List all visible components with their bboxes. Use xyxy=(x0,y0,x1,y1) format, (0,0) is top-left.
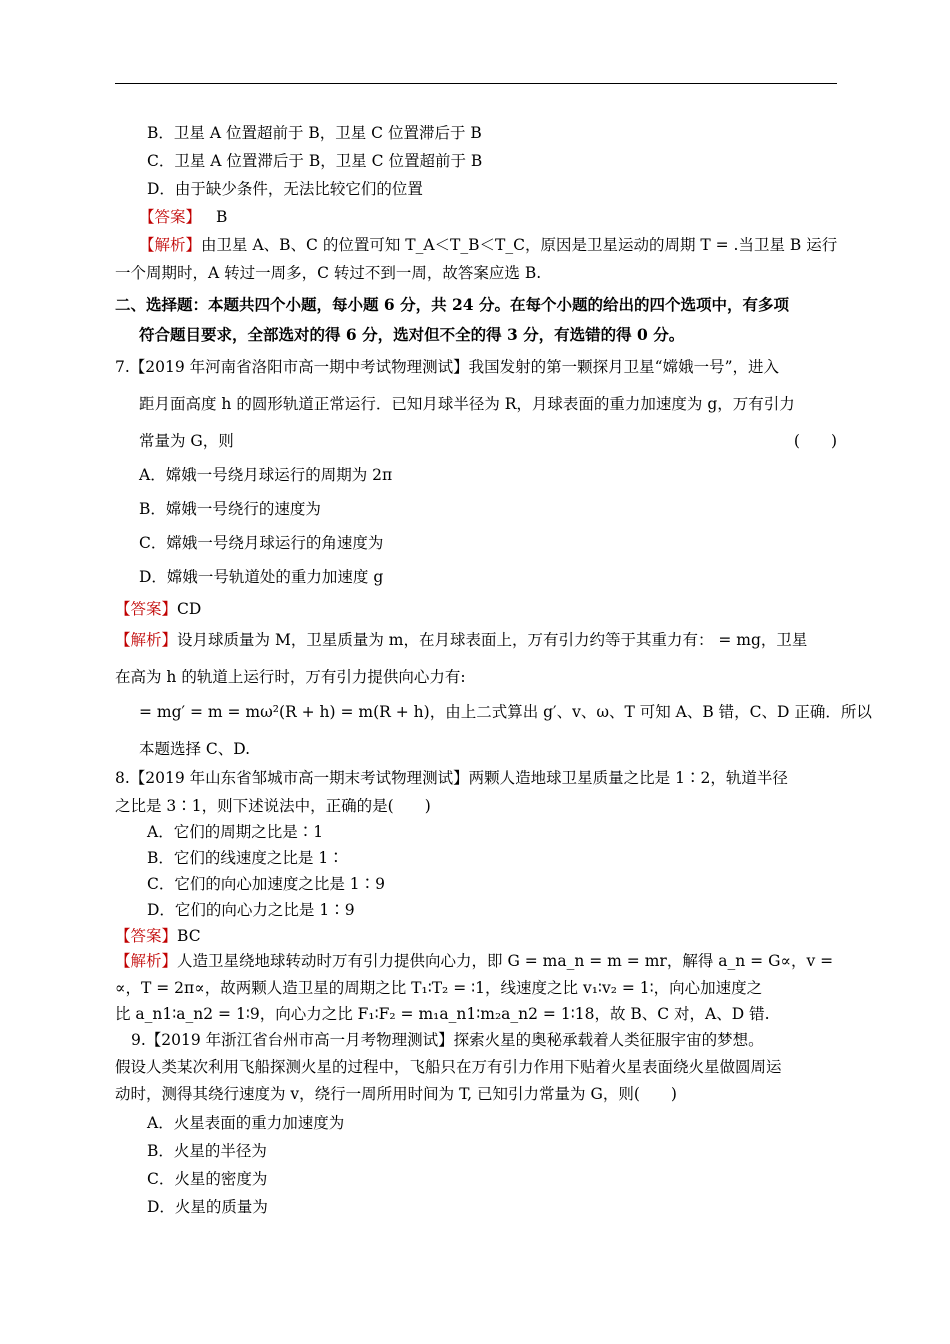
analysis-text: 设月球质量为 M，卫星质量为 m，在月球表面上，万有引力约等于其重力有： = mg，卫星 xyxy=(177,631,808,649)
answer-tag: 【答案】 xyxy=(115,600,178,618)
q9-option-b: B．火星的半径为 xyxy=(147,1142,267,1160)
q7-analysis-line-4: 本题选择 C、D. xyxy=(139,740,251,758)
analysis-tag: 【解析】 xyxy=(115,631,178,649)
answer-tag: 【答案】 xyxy=(139,208,202,226)
q7-option-a: A．嫦娥一号绕月球运行的周期为 2π xyxy=(139,466,393,484)
q6-option-d: D．由于缺少条件，无法比较它们的位置 xyxy=(147,180,423,198)
q8-stem-2: 之比是 3∶1，则下述说法中，正确的是( ) xyxy=(115,797,431,815)
header-rule xyxy=(115,83,837,84)
q8-option-b: B．它们的线速度之比是 1∶ xyxy=(147,849,344,867)
q7-stem-3-row xyxy=(139,431,837,451)
q7-answer-line xyxy=(115,599,837,619)
q8-option-a: A．它们的周期之比是∶1 xyxy=(147,823,324,841)
q9-option-d: D．火星的质量为 xyxy=(147,1198,268,1216)
q8-stem-1: 8.【2019 年山东省邹城市高一期末考试物理测试】两颗人造地球卫星质量之比是 1∶2，轨道半径 xyxy=(115,769,788,787)
q7-option-b: B．嫦娥一号绕行的速度为 xyxy=(139,500,321,518)
q7-analysis-line-1 xyxy=(115,630,837,650)
answer-tag: 【答案】 xyxy=(115,927,178,945)
analysis-tag: 【解析】 xyxy=(115,952,178,970)
q7-stem-3: 常量为 G，则 xyxy=(139,432,234,450)
q7-analysis-line-3: = mg′ = m = mω²(R + h) = m(R + h)，由上二式算出 g′、v、ω、T 可知 A、B 错，C、D 正确．所以 xyxy=(139,703,872,721)
q8-analysis-line-3: 比 a_n1∶a_n2 = 1∶9，向心力之比 F₁∶F₂ = m₁a_n1∶m₂a_n2 = 1∶18，故 B、C 对，A、D 错. xyxy=(115,1005,770,1023)
q7-stem-2: 距月面高度 h 的圆形轨道正常运行．已知月球半径为 R，月球表面的重力加速度为 g，万有引力 xyxy=(139,395,795,413)
q7-analysis-line-2: 在高为 h 的轨道上运行时，万有引力提供向心力有: xyxy=(115,668,466,686)
q8-answer-line xyxy=(115,926,837,946)
q8-analysis-line-2: ∝，T = 2π∝，故两颗人造卫星的周期之比 T₁∶T₂ = ∶1，线速度之比 v₁∶v₂ = 1∶，向心加速度之 xyxy=(115,979,763,997)
answer-value: B xyxy=(215,208,228,226)
q9-stem-3: 动时，测得其绕行速度为 v，绕行一周所用时间为 T, 已知引力常量为 G，则( ) xyxy=(115,1085,677,1103)
analysis-text: 由卫星 A、B、C 的位置可知 T_A＜T_B＜T_C，原因是卫星运动的周期 T = .当卫星 B 运行 xyxy=(201,236,838,254)
q9-stem-2: 假设人类某次利用飞船探测火星的过程中，飞船只在万有引力作用下贴着火星表面绕火星做圆周运 xyxy=(115,1058,782,1076)
q7-answer-paren: ( ) xyxy=(793,432,837,450)
q8-option-c: C．它们的向心加速度之比是 1∶9 xyxy=(147,875,386,893)
answer-value: BC xyxy=(177,927,201,945)
q9-stem-1: 9.【2019 年浙江省台州市高一月考物理测试】探索火星的奥秘承载着人类征服宇宙的梦想。 xyxy=(131,1031,764,1049)
answer-value: CD xyxy=(177,600,202,618)
section2-heading-2: 符合题目要求，全部选对的得 6 分，选对但不全的得 3 分，有选错的得 0 分。 xyxy=(139,325,685,344)
section2-heading-1: 二、选择题：本题共四个小题，每小题 6 分，共 24 分。在每个小题的给出的四个选项中，有多项 xyxy=(115,295,789,314)
q9-option-a: A．火星表面的重力加速度为 xyxy=(147,1114,345,1132)
q9-option-c: C．火星的密度为 xyxy=(147,1170,268,1188)
q7-option-d: D．嫦娥一号轨道处的重力加速度 g xyxy=(139,568,384,586)
analysis-tag: 【解析】 xyxy=(139,236,202,254)
q6-option-b: B．卫星 A 位置超前于 B，卫星 C 位置滞后于 B xyxy=(147,124,482,142)
q7-stem-1: 7.【2019 年河南省洛阳市高一期中考试物理测试】我国发射的第一颗探月卫星“嫦娥一号”，进入 xyxy=(115,358,780,376)
q6-option-c: C．卫星 A 位置滞后于 B，卫星 C 位置超前于 B xyxy=(147,152,483,170)
q6-analysis-line-2: 一个周期时，A 转过一周多，C 转过不到一周，故答案应选 B. xyxy=(115,264,542,282)
q6-answer-line xyxy=(139,207,861,227)
analysis-text: 人造卫星绕地球转动时万有引力提供向心力，即 G = ma_n = m = mr，解得 a_n = G∝，v = xyxy=(177,952,834,970)
q8-option-d: D．它们的向心力之比是 1∶9 xyxy=(147,901,355,919)
q8-analysis-line-1 xyxy=(115,951,837,971)
q6-analysis-line-1 xyxy=(139,235,837,255)
q7-option-c: C．嫦娥一号绕月球运行的角速度为 xyxy=(139,534,384,552)
